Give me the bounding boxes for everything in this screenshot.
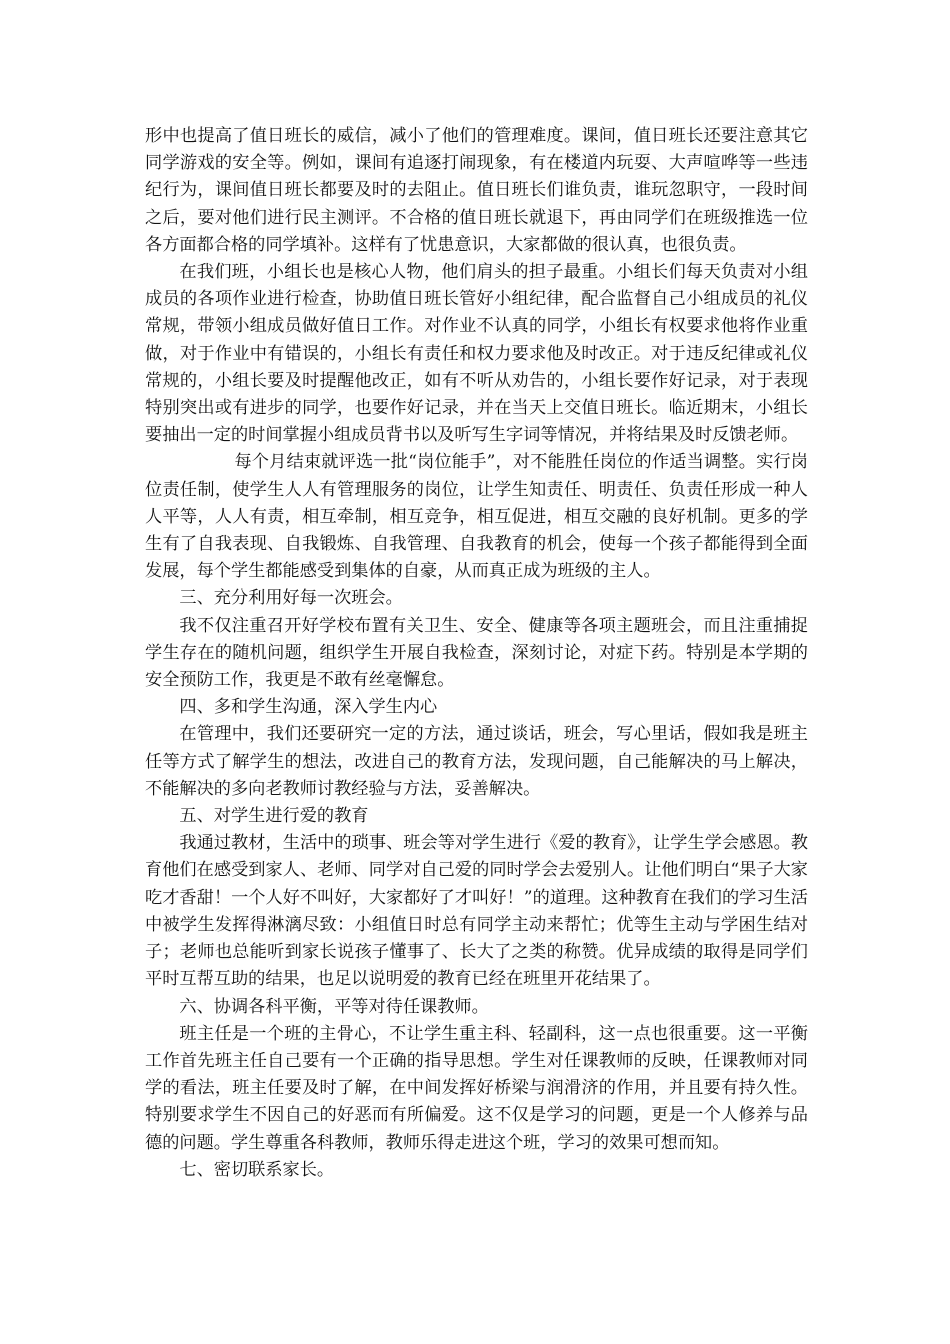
heading-parent-contact: 七、密切联系家长。 xyxy=(179,1159,335,1180)
heading-subject-balance: 六、协调各科平衡，平等对待任课教师。 xyxy=(179,996,489,1017)
paragraph-love-education: 我通过教材，生活中的琐事、班会等对学生进行《爱的教育》，让学生学会感恩。教育他们在感受到家人、老师、同学对自己爱的同时学会去爱别人。让他们明白“果子大家吃才香甜！一个人好不叫好，大家都好了才叫好！”的道理。这种教育在我们的学习生活中被学生发挥得淋漓尽致：小组值日时总有同学主动来帮忙；优等生主动与学困生结对子；老师也总能听到家长说孩子懂事了、长大了之类的称赞。优异成绩的取得是同学们平时互帮互助的结果，也足以说明爱的教育已经在班里开花结果了。 xyxy=(145,833,808,990)
paragraph-class-meetings: 我不仅注重召开好学校布置有关卫生、安全、健康等各项主题班会，而且注重捕捉学生存在的随机问题，组织学生开展自我检查，深刻讨论，对症下药。特别是本学期的安全预防工作，我更是不敢有丝毫懈怠。 xyxy=(145,615,808,691)
paragraph-duty-monitor-continued: 形中也提高了值日班长的威信，减小了他们的管理难度。课间，值日班长还要注意其它同学游戏的安全等。例如，课间有追逐打闹现象，有在楼道内玩耍、大声喧哗等一些违纪行为，课间值日班长都要及时的去阻止。值日班长们谁负责，谁玩忽职守，一段时间之后，要对他们进行民主测评。不合格的值日班长就退下，再由同学们在班级推选一位各方面都合格的同学填补。这样有了忧患意识，大家都做的很认真，也很负责。 xyxy=(145,126,808,255)
paragraph-subject-balance: 班主任是一个班的主骨心，不让学生重主科、轻副科，这一点也很重要。这一平衡工作首先班主任自己要有一个正确的指导思想。学生对任课教师的反映，任课教师对同学的看法，班主任要及时了解，在中间发挥好桥梁与润滑济的作用，并且要有持久性。特别要求学生不因自己的好恶而有所偏爱。这不仅是学习的问题，更是一个人修养与品德的问题。学生尊重各科教师，教师乐得走进这个班，学习的效果可想而知。 xyxy=(145,1023,808,1153)
paragraph-monthly-review: 每个月结束就评选一批“岗位能手”，对不能胜任岗位的作适当调整。实行岗位责任制，使学生人人有管理服务的岗位，让学生知责任、明责任、负责任形成一种人人平等，人人有责，相互牵制，相互竞争，相互促进，相互交融的良好机制。更多的学生有了自我表现、自我锻炼、自我管理、自我教育的机会，使每一个孩子都能得到全面发展，每个学生都能感受到集体的自豪，从而真正成为班级的主人。 xyxy=(145,452,808,582)
document-page xyxy=(145,123,808,1184)
heading-communication: 四、多和学生沟通，深入学生内心 xyxy=(179,697,438,718)
heading-class-meetings: 三、充分利用好每一次班会。 xyxy=(179,588,403,609)
paragraph-communication: 在管理中，我们还要研究一定的方法，通过谈话，班会，写心里话，假如我是班主任等方式了解学生的想法，改进自己的教育方法，发现问题，自己能解决的马上解决，不能解决的多向老教师讨教经验与方法，妥善解决。 xyxy=(145,724,808,799)
paragraph-group-leader: 在我们班，小组长也是核心人物，他们肩头的担子最重。小组长们每天负责对小组成员的各项作业进行检查，协助值日班长管好小组纪律，配合监督自己小组成员的礼仪常规，带领小组成员做好值日工作。对作业不认真的同学，小组长有权要求他将作业重做，对于作业中有错误的，小组长有责任和权力要求他及时改正。对于违反纪律或礼仪常规的，小组长要及时提醒他改正，如有不听从劝告的，小组长要作好记录，对于表现特别突出或有进步的同学，也要作好记录，并在当天上交值日班长。临近期末，小组长要抽出一定的时间掌握小组成员背书以及听写生字词等情况，并将结果及时反馈老师。 xyxy=(145,262,808,446)
heading-love-education: 五、对学生进行爱的教育 xyxy=(179,806,369,827)
